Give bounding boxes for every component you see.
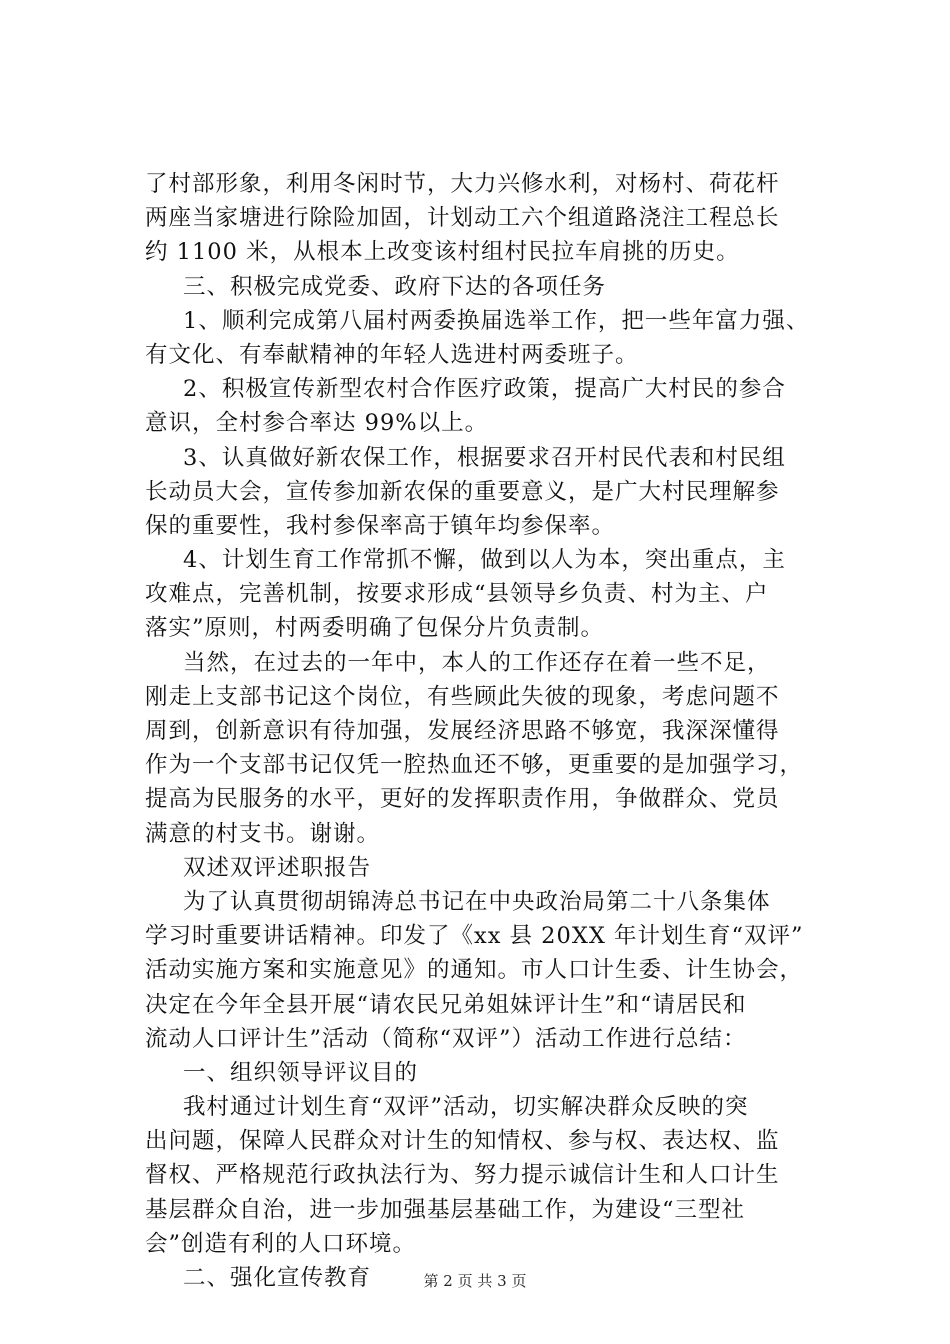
text-line: 提高为民服务的水平，更好的发挥职责作用，争做群众、党员 <box>145 786 780 813</box>
text-line: 意识，全村参合率达 99%以上。 <box>145 410 489 437</box>
text-line: 长动员大会，宣传参加新农保的重要意义，是广大村民理解参 <box>145 478 780 505</box>
text-line: 1、顺利完成第八届村两委换届选举工作，把一些年富力强、 <box>183 307 810 334</box>
text-line: 有文化、有奉献精神的年轻人选进村两委班子。 <box>145 341 639 368</box>
text-line: 周到，创新意识有待加强，发展经济思路不够宽，我深深懂得 <box>145 718 780 744</box>
text-line: 基层群众自治，进一步加强基层基础工作，为建设“三型社 <box>145 1196 746 1223</box>
text-line: 流动人口评计生”活动（简称“双评”）活动工作进行总结： <box>145 1025 747 1052</box>
text-line: 两座当家塘进行除险加固，计划动工六个组道路浇注工程总长 <box>145 205 780 232</box>
text-line: 活动实施方案和实施意见》的通知。市人口计生委、计生协会， <box>145 957 804 984</box>
text-line: 决定在今年全县开展“请农民兄弟姐妹评计生”和“请居民和 <box>145 991 747 1018</box>
text-line: 为了认真贯彻胡锦涛总书记在中央政治局第二十八条集体 <box>183 888 771 915</box>
text-line: 出问题，保障人民群众对计生的知情权、参与权、表达权、监 <box>145 1128 780 1155</box>
document-body <box>145 167 845 1295</box>
text-line: 二、强化宣传教育 <box>183 1265 372 1291</box>
text-line: 2、积极宣传新型农村合作医疗政策，提高广大村民的参合 <box>183 376 786 403</box>
text-line: 三、积极完成党委、政府下达的各项任务 <box>183 273 607 300</box>
text-line: 4、计划生育工作常抓不懈，做到以人为本，突出重点，主 <box>183 547 786 574</box>
text-line: 了村部形象，利用冬闲时节，大力兴修水利，对杨村、荷花杆 <box>145 171 780 197</box>
text-line: 刚走上支部书记这个岗位，有些顾此失彼的现象，考虑问题不 <box>145 683 780 710</box>
text-line: 双述双评述职报告 <box>183 854 372 881</box>
text-line: 落实”原则，村两委明确了包保分片负责制。 <box>145 615 605 642</box>
text-line: 作为一个支部书记仅凭一腔热血还不够，更重要的是加强学习， <box>145 752 804 779</box>
text-line: 约 1100 米，从根本上改变该村组村民拉车肩挑的历史。 <box>145 239 740 266</box>
text-line: 满意的村支书。谢谢。 <box>145 820 381 847</box>
text-line: 3、认真做好新农保工作，根据要求召开村民代表和村民组 <box>183 444 786 471</box>
text-line: 我村通过计划生育“双评”活动，切实解决群众反映的突 <box>183 1094 749 1121</box>
text-line: 保的重要性，我村参保率高于镇年均参保率。 <box>145 512 616 539</box>
text-line: 攻难点，完善机制，按要求形成“县领导乡负责、村为主、户 <box>145 581 769 608</box>
text-line: 督权、严格规范行政执法行为、努力提示诚信计生和人口计生 <box>145 1162 780 1189</box>
text-line: 学习时重要讲话精神。印发了《xx 县 20XX 年计划生育“双评” <box>145 923 804 950</box>
text-line: 一、组织领导评议目的 <box>183 1059 419 1086</box>
text-line: 当然，在过去的一年中，本人的工作还存在着一些不足， <box>183 649 771 676</box>
text-line: 会”创造有利的人口环境。 <box>145 1230 417 1257</box>
page-footer: 第 2 页 共 3 页 <box>423 1272 527 1290</box>
